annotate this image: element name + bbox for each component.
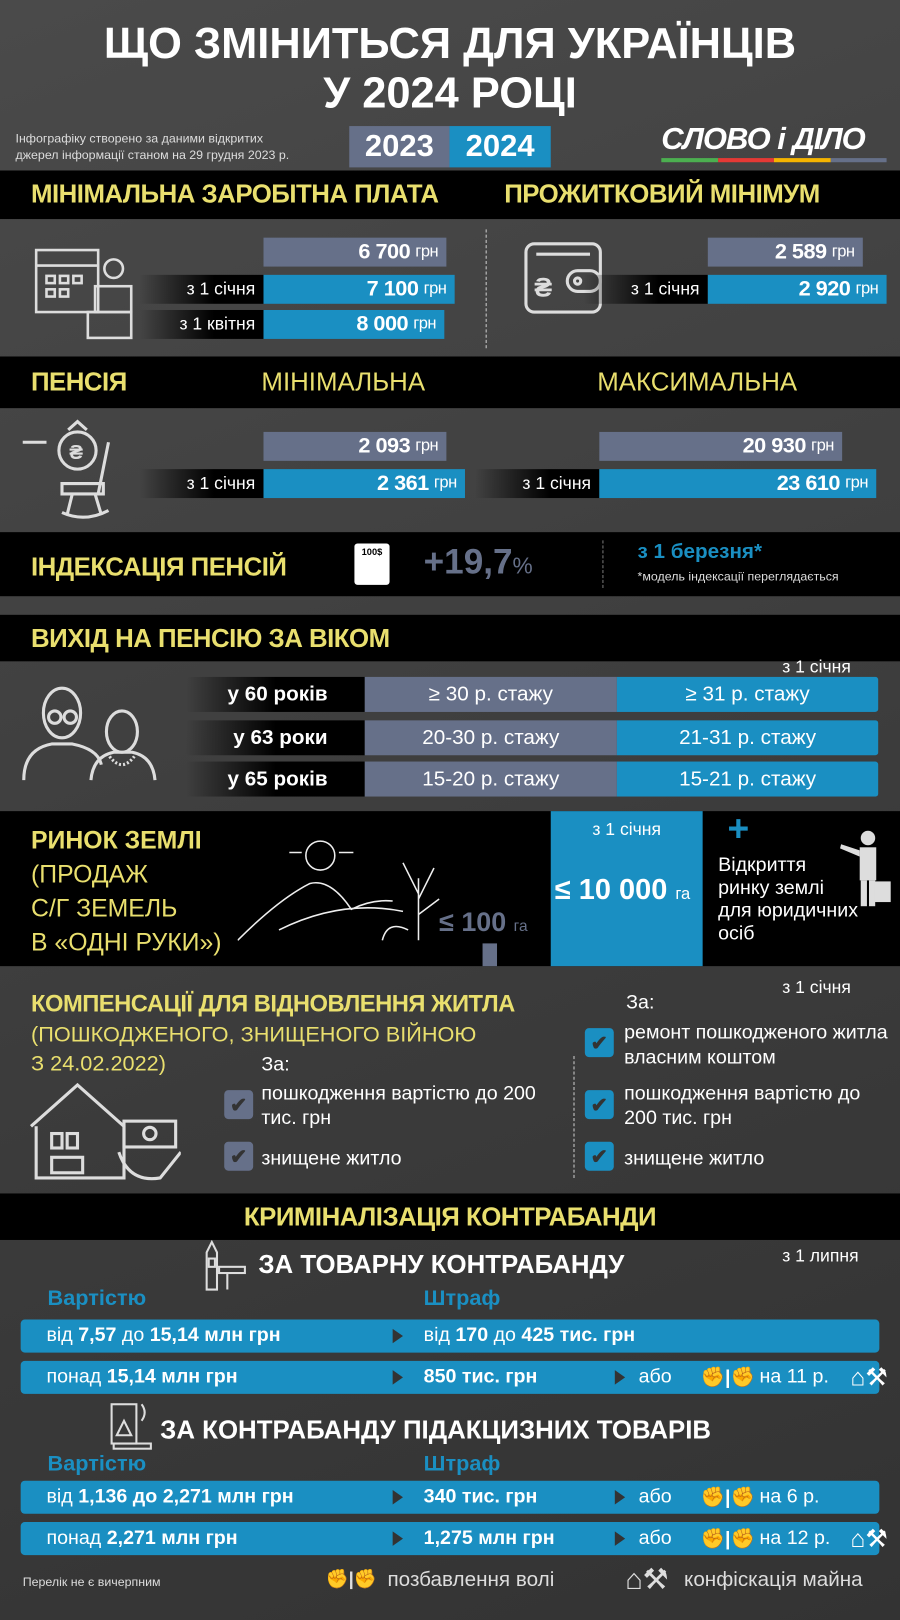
divider bbox=[486, 229, 487, 348]
tenure-2024: ≥ 31 р. стажу bbox=[617, 677, 878, 712]
rocking-chair-icon bbox=[21, 411, 140, 519]
prison-term: на 6 р. bbox=[759, 1485, 820, 1508]
fine-header: Штраф bbox=[423, 1451, 501, 1476]
legal-line: Відкриття bbox=[718, 854, 807, 877]
land-title-line: В «ОДНІ РУКИ») bbox=[30, 928, 222, 957]
year-2024-badge: 2024 bbox=[449, 126, 550, 167]
section-header-smuggling bbox=[0, 1193, 900, 1239]
tenure-2024: 15-21 р. стажу bbox=[617, 762, 878, 797]
goods-title: ЗА ТОВАРНУ КОНТРАБАНДУ bbox=[258, 1250, 625, 1280]
smuggling-date: з 1 липня bbox=[782, 1246, 859, 1266]
old-item: пошкодження вартістю до 200 тис. грн bbox=[261, 1082, 536, 1130]
age: у 65 років bbox=[186, 762, 365, 797]
legal-line: осіб bbox=[718, 922, 755, 945]
prison-legend-icon: ✊|✊ bbox=[325, 1568, 378, 1590]
calendar-money-icon bbox=[31, 240, 139, 343]
logo bbox=[661, 122, 886, 162]
pension-min-title: МІНІМАЛЬНА bbox=[261, 367, 426, 397]
subsistence-2023: 2 589 грн bbox=[708, 238, 863, 267]
tenure-2023: 20-30 р. стажу bbox=[365, 720, 617, 755]
subsistence-title: ПРОЖИТКОВИЙ МІНІМУМ bbox=[504, 179, 820, 209]
compensation-subtitle bbox=[31, 1021, 476, 1079]
or-text: або bbox=[638, 1527, 672, 1549]
min-wage-2023: 6 700 грн bbox=[263, 238, 446, 267]
land-date: з 1 січня bbox=[592, 819, 662, 840]
subtitle-line: (ПОШКОДЖЕНОГО, ЗНИЩЕНОГО ВІЙНОЮ bbox=[30, 1022, 477, 1047]
pension-title: ПЕНСІЯ bbox=[30, 367, 127, 397]
fine-text: 340 тис. грн bbox=[423, 1485, 538, 1508]
subtitle-line: З 24.02.2022) bbox=[30, 1051, 166, 1076]
new-for-label: За: bbox=[626, 991, 655, 1014]
page-title bbox=[0, 19, 900, 118]
title-line-2: У 2024 РОЦІ bbox=[323, 68, 577, 117]
old-for-label: За: bbox=[261, 1053, 290, 1076]
value-header: Вартістю bbox=[47, 1286, 147, 1311]
arrow-icon bbox=[615, 1531, 625, 1545]
land-title-line: (ПРОДАЖ bbox=[30, 860, 149, 889]
smuggling-row bbox=[21, 1320, 880, 1353]
fine-text: від 170 до 425 тис. грн bbox=[423, 1324, 636, 1347]
new-item: ремонт пошкодженого житла власним коштом bbox=[624, 1021, 888, 1069]
divider bbox=[602, 540, 603, 588]
value-text: понад 15,14 млн грн bbox=[46, 1366, 238, 1388]
legal-line: ринку землі bbox=[718, 877, 824, 899]
min-wage-title: МІНІМАЛЬНА ЗАРОБІТНА ПЛАТА bbox=[30, 179, 439, 209]
section-header-retirement bbox=[0, 615, 900, 661]
section-header-wage bbox=[0, 170, 900, 219]
footer-note: Перелік не є вичерпним bbox=[22, 1574, 161, 1590]
land-market-band bbox=[0, 807, 900, 966]
legal-line: для юридичних bbox=[718, 900, 859, 922]
check-icon: ✔ bbox=[224, 1090, 253, 1119]
indexation-date: з 1 березня* bbox=[637, 540, 763, 564]
legend-confiscation: конфіскація майна bbox=[684, 1568, 863, 1592]
fine-text: 1,275 млн грн bbox=[423, 1527, 555, 1549]
retirement-row bbox=[186, 720, 878, 755]
check-icon: ✔ bbox=[224, 1142, 253, 1171]
label-jan: з 1 січня bbox=[139, 275, 263, 304]
indexation-band bbox=[0, 532, 900, 596]
smuggling-title: КРИМІНАЛІЗАЦІЯ КОНТРАБАНДИ bbox=[243, 1202, 657, 1232]
divider bbox=[573, 1056, 574, 1178]
title-line-1: ЩО ЗМІНИТЬСЯ ДЛЯ УКРАЇНЦІВ bbox=[103, 18, 797, 68]
source-note-line: Інфографіку створено за даними відкритих bbox=[15, 131, 264, 146]
check-icon: ✔ bbox=[585, 1028, 614, 1057]
pension-max-2023: 20 930 грн bbox=[599, 432, 842, 461]
source-note-line: джерел інформації станом на 29 грудня 2023 р. bbox=[15, 147, 290, 163]
elderly-couple-icon bbox=[21, 682, 160, 785]
age: у 60 років bbox=[186, 677, 365, 712]
legend-prison: позбавлення волі bbox=[387, 1568, 555, 1592]
prison-icon: ✊|✊ bbox=[700, 1528, 755, 1550]
arrow-icon bbox=[615, 1370, 625, 1384]
label-jan: з 1 січня bbox=[475, 469, 599, 498]
new-item: знищене житло bbox=[624, 1147, 765, 1170]
arrow-icon bbox=[393, 1370, 403, 1384]
land-limit-2024: ≤ 10 000 га bbox=[554, 873, 691, 906]
value-text: понад 2,271 млн грн bbox=[46, 1527, 238, 1549]
businessman-icon bbox=[837, 830, 894, 907]
new-item: пошкодження вартістю до 200 тис. грн bbox=[624, 1082, 861, 1130]
arrow-icon bbox=[393, 1490, 403, 1504]
retirement-title: ВИХІД НА ПЕНСІЮ ЗА ВІКОМ bbox=[30, 624, 390, 654]
pension-min-2024: 2 361 грн bbox=[263, 469, 464, 498]
check-icon: ✔ bbox=[585, 1142, 614, 1171]
indexation-value: +19,7% bbox=[423, 542, 533, 582]
retirement-date: з 1 січня bbox=[782, 657, 851, 677]
arrow-icon bbox=[393, 1531, 403, 1545]
confiscation-legend-icon: ⌂⚒ bbox=[625, 1563, 669, 1596]
prison-icon: ✊|✊ bbox=[700, 1367, 755, 1389]
tenure-2023: 15-20 р. стажу bbox=[365, 762, 617, 797]
label-apr: з 1 квітня bbox=[139, 310, 263, 339]
house-money-icon bbox=[26, 1080, 181, 1183]
confiscation-icon: ⌂⚒ bbox=[850, 1524, 888, 1553]
tenure-2023: ≥ 30 р. стажу bbox=[365, 677, 617, 712]
label-jan: з 1 січня bbox=[584, 275, 708, 304]
or-text: або bbox=[638, 1366, 672, 1388]
land-title-line: РИНОК ЗЕМЛІ bbox=[30, 826, 202, 855]
confiscation-icon: ⌂⚒ bbox=[850, 1363, 888, 1392]
or-text: або bbox=[638, 1485, 672, 1508]
value-header: Вартістю bbox=[47, 1451, 147, 1476]
old-item: знищене житло bbox=[261, 1147, 402, 1170]
prison-icon: ✊|✊ bbox=[700, 1486, 755, 1509]
retirement-row bbox=[186, 762, 878, 797]
fine-header: Штраф bbox=[423, 1286, 501, 1311]
svg-text:₴: ₴ bbox=[69, 440, 84, 464]
min-wage-apr-2024: 8 000 грн bbox=[263, 310, 444, 339]
pension-min-2023: 2 093 грн bbox=[263, 432, 446, 461]
excise-title: ЗА КОНТРАБАНДУ ПІДАКЦИЗНИХ ТОВАРІВ bbox=[160, 1415, 712, 1445]
pension-max-title: МАКСИМАЛЬНА bbox=[597, 367, 798, 397]
prison-term: на 11 р. bbox=[759, 1366, 829, 1388]
landscape-icon bbox=[238, 837, 445, 951]
section-header-pension bbox=[0, 356, 900, 408]
year-2023-badge: 2023 bbox=[349, 126, 449, 167]
value-text: від 7,57 до 15,14 млн грн bbox=[46, 1324, 281, 1347]
plus-icon: + bbox=[727, 807, 750, 850]
land-limit-2023: ≤ 100 га bbox=[439, 906, 528, 938]
land-2024-box bbox=[551, 811, 703, 966]
smuggling-row bbox=[21, 1522, 888, 1555]
smuggling-row bbox=[21, 1481, 880, 1514]
indexation-note: *модель індексації переглядається bbox=[637, 569, 839, 584]
tenure-2024: 21-31 р. стажу bbox=[617, 720, 878, 755]
subsistence-jan-2024: 2 920 грн bbox=[708, 275, 887, 304]
prison-term: на 12 р. bbox=[759, 1527, 831, 1549]
compensation-date: з 1 січня bbox=[782, 977, 851, 998]
check-icon: ✔ bbox=[585, 1090, 614, 1119]
customs-post-icon bbox=[201, 1240, 253, 1292]
indexation-title: ІНДЕКСАЦІЯ ПЕНСІЙ bbox=[30, 552, 287, 582]
arrow-icon bbox=[615, 1490, 625, 1504]
smuggling-row bbox=[21, 1361, 888, 1394]
excise-goods-icon bbox=[108, 1400, 154, 1452]
fine-text: 850 тис. грн bbox=[423, 1366, 538, 1388]
compensation-title: КОМПЕНСАЦІЇ ДЛЯ ВІДНОВЛЕННЯ ЖИТЛА bbox=[30, 989, 515, 1017]
svg-text:₴: ₴ bbox=[534, 272, 553, 303]
logo-text: СЛОВО і ДІЛО bbox=[661, 121, 865, 157]
value-text: від 1,136 до 2,271 млн грн bbox=[46, 1485, 294, 1508]
label-jan: з 1 січня bbox=[139, 469, 263, 498]
age: у 63 роки bbox=[186, 720, 365, 755]
calculator-icon: 100$ bbox=[354, 544, 389, 585]
pension-max-2024: 23 610 грн bbox=[599, 469, 876, 498]
land-title bbox=[31, 824, 222, 960]
land-bar-2023 bbox=[483, 943, 497, 966]
land-title-line: С/Г ЗЕМЕЛЬ bbox=[30, 894, 178, 923]
source-note bbox=[15, 130, 289, 163]
retirement-row bbox=[186, 677, 878, 712]
arrow-icon bbox=[393, 1329, 403, 1343]
min-wage-jan-2024: 7 100 грн bbox=[263, 275, 454, 304]
